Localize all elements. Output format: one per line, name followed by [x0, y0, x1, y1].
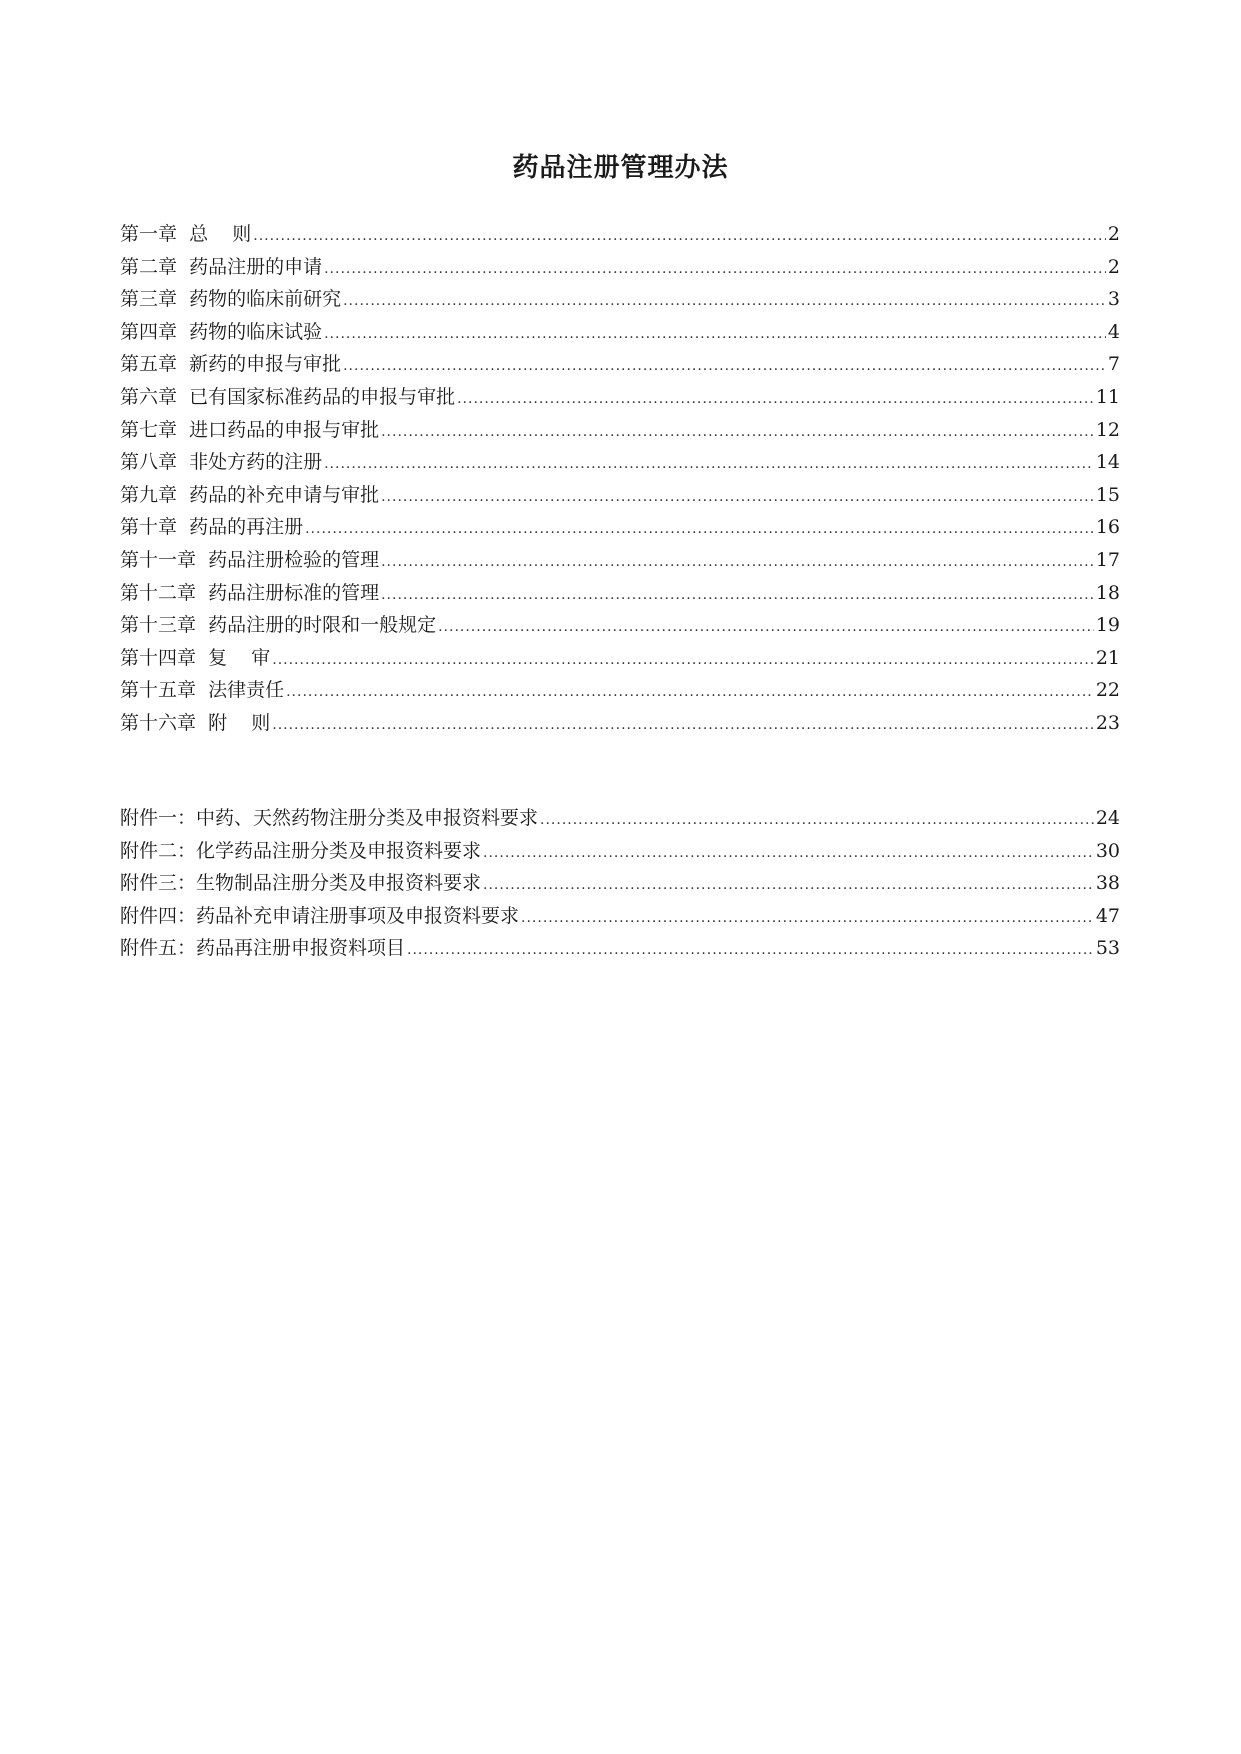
toc-entry-title: 第十六章 附 则 — [120, 711, 271, 734]
toc-entry-title: 第十五章 法律责任 — [120, 679, 285, 702]
dot-leader — [324, 318, 1106, 351]
toc-page-number: 22 — [1095, 679, 1120, 702]
toc-chapter-entry[interactable] — [120, 479, 1120, 512]
dot-leader — [483, 837, 1094, 870]
toc-entry-title: 第三章 药物的临床前研究 — [120, 288, 342, 311]
dot-leader — [286, 676, 1094, 709]
toc-entry-title: 第十一章 药品注册检验的管理 — [120, 548, 380, 571]
toc-entry-title: 附件三：生物制品注册分类及申报资料要求 — [120, 872, 482, 895]
toc-page-number: 19 — [1095, 614, 1120, 637]
toc-page-number: 30 — [1095, 839, 1120, 862]
toc-chapter-entry[interactable] — [120, 707, 1120, 740]
toc-entry-title: 附件五：药品再注册申报资料项目 — [120, 937, 406, 960]
toc-appendix-entry[interactable] — [120, 900, 1120, 933]
toc-entry-title: 第十四章 复 审 — [120, 646, 271, 669]
toc-page-number: 2 — [1107, 223, 1120, 245]
dot-leader — [272, 709, 1094, 742]
toc-entry-title: 第一章 总 则 — [120, 223, 252, 245]
dot-leader — [343, 285, 1106, 318]
toc-page-number: 12 — [1095, 418, 1120, 441]
toc-entry-title: 第十三章 药品注册的时限和一般规定 — [120, 614, 437, 637]
toc-page-number: 38 — [1095, 872, 1120, 895]
toc-chapter-entry[interactable] — [120, 283, 1120, 316]
toc-entry-title: 第七章 进口药品的申报与审批 — [120, 418, 380, 441]
toc-entry-title: 第六章 已有国家标准药品的申报与审批 — [120, 385, 456, 408]
toc-entry-title: 第九章 药品的补充申请与审批 — [120, 483, 380, 506]
toc-page-number: 18 — [1095, 581, 1120, 604]
toc-page-number: 17 — [1095, 548, 1120, 571]
toc-chapter-entry[interactable] — [120, 414, 1120, 447]
toc-appendix-entry[interactable] — [120, 932, 1120, 965]
toc-appendices-list — [120, 802, 1120, 965]
toc-page-number: 2 — [1107, 255, 1120, 278]
dot-leader — [540, 804, 1094, 837]
dot-leader — [381, 481, 1094, 514]
toc-page-number: 23 — [1095, 711, 1120, 734]
toc-page-number: 53 — [1095, 937, 1120, 960]
toc-chapter-entry[interactable] — [120, 218, 1120, 251]
toc-chapter-entry[interactable] — [120, 251, 1120, 284]
toc-page-number: 24 — [1095, 807, 1120, 829]
dot-leader — [483, 869, 1094, 902]
dot-leader — [438, 611, 1094, 644]
dot-leader — [253, 220, 1106, 253]
toc-chapter-entry[interactable] — [120, 381, 1120, 414]
toc-page-number: 14 — [1095, 451, 1120, 474]
toc-page-number: 21 — [1095, 646, 1120, 669]
dot-leader — [272, 644, 1094, 677]
toc-page-number: 47 — [1095, 904, 1120, 927]
dot-leader — [457, 383, 1094, 416]
toc-chapter-entry[interactable] — [120, 674, 1120, 707]
toc-page-number: 16 — [1095, 516, 1120, 539]
toc-entry-title: 第二章 药品注册的申请 — [120, 255, 323, 278]
toc-entry-title: 附件一：中药、天然药物注册分类及申报资料要求 — [120, 807, 539, 829]
dot-leader — [305, 513, 1094, 546]
toc-chapter-entry[interactable] — [120, 446, 1120, 479]
toc-entry-title: 第五章 新药的申报与审批 — [120, 353, 342, 376]
toc-page-number: 4 — [1107, 320, 1120, 343]
dot-leader — [381, 579, 1094, 612]
dot-leader — [324, 448, 1094, 481]
dot-leader — [324, 253, 1106, 286]
toc-entry-title: 第十章 药品的再注册 — [120, 516, 304, 539]
toc-page-number: 11 — [1095, 385, 1120, 408]
toc-page-number: 15 — [1095, 483, 1120, 506]
dot-leader — [343, 350, 1106, 383]
toc-entry-title: 附件二：化学药品注册分类及申报资料要求 — [120, 839, 482, 862]
toc-entry-title: 第十二章 药品注册标准的管理 — [120, 581, 380, 604]
toc-appendix-entry[interactable] — [120, 867, 1120, 900]
document-title: 药品注册管理办法 — [512, 153, 729, 184]
toc-entry-title: 第八章 非处方药的注册 — [120, 451, 323, 474]
toc-chapter-entry[interactable] — [120, 316, 1120, 349]
dot-leader — [381, 416, 1094, 449]
toc-chapter-entry[interactable] — [120, 642, 1120, 675]
toc-chapter-entry[interactable] — [120, 577, 1120, 610]
toc-chapter-entry[interactable] — [120, 348, 1120, 381]
toc-page-number: 3 — [1107, 288, 1120, 311]
toc-chapter-entry[interactable] — [120, 511, 1120, 544]
toc-appendix-entry[interactable] — [120, 802, 1120, 835]
dot-leader — [407, 934, 1094, 967]
toc-entry-title: 第四章 药物的临床试验 — [120, 320, 323, 343]
toc-chapters-list — [120, 218, 1120, 740]
toc-chapter-entry[interactable] — [120, 544, 1120, 577]
dot-leader — [521, 902, 1094, 935]
toc-appendix-entry[interactable] — [120, 835, 1120, 868]
toc-entry-title: 附件四：药品补充申请注册事项及申报资料要求 — [120, 904, 520, 927]
toc-page-number: 7 — [1107, 353, 1120, 376]
toc-chapter-entry[interactable] — [120, 609, 1120, 642]
dot-leader — [381, 546, 1094, 579]
